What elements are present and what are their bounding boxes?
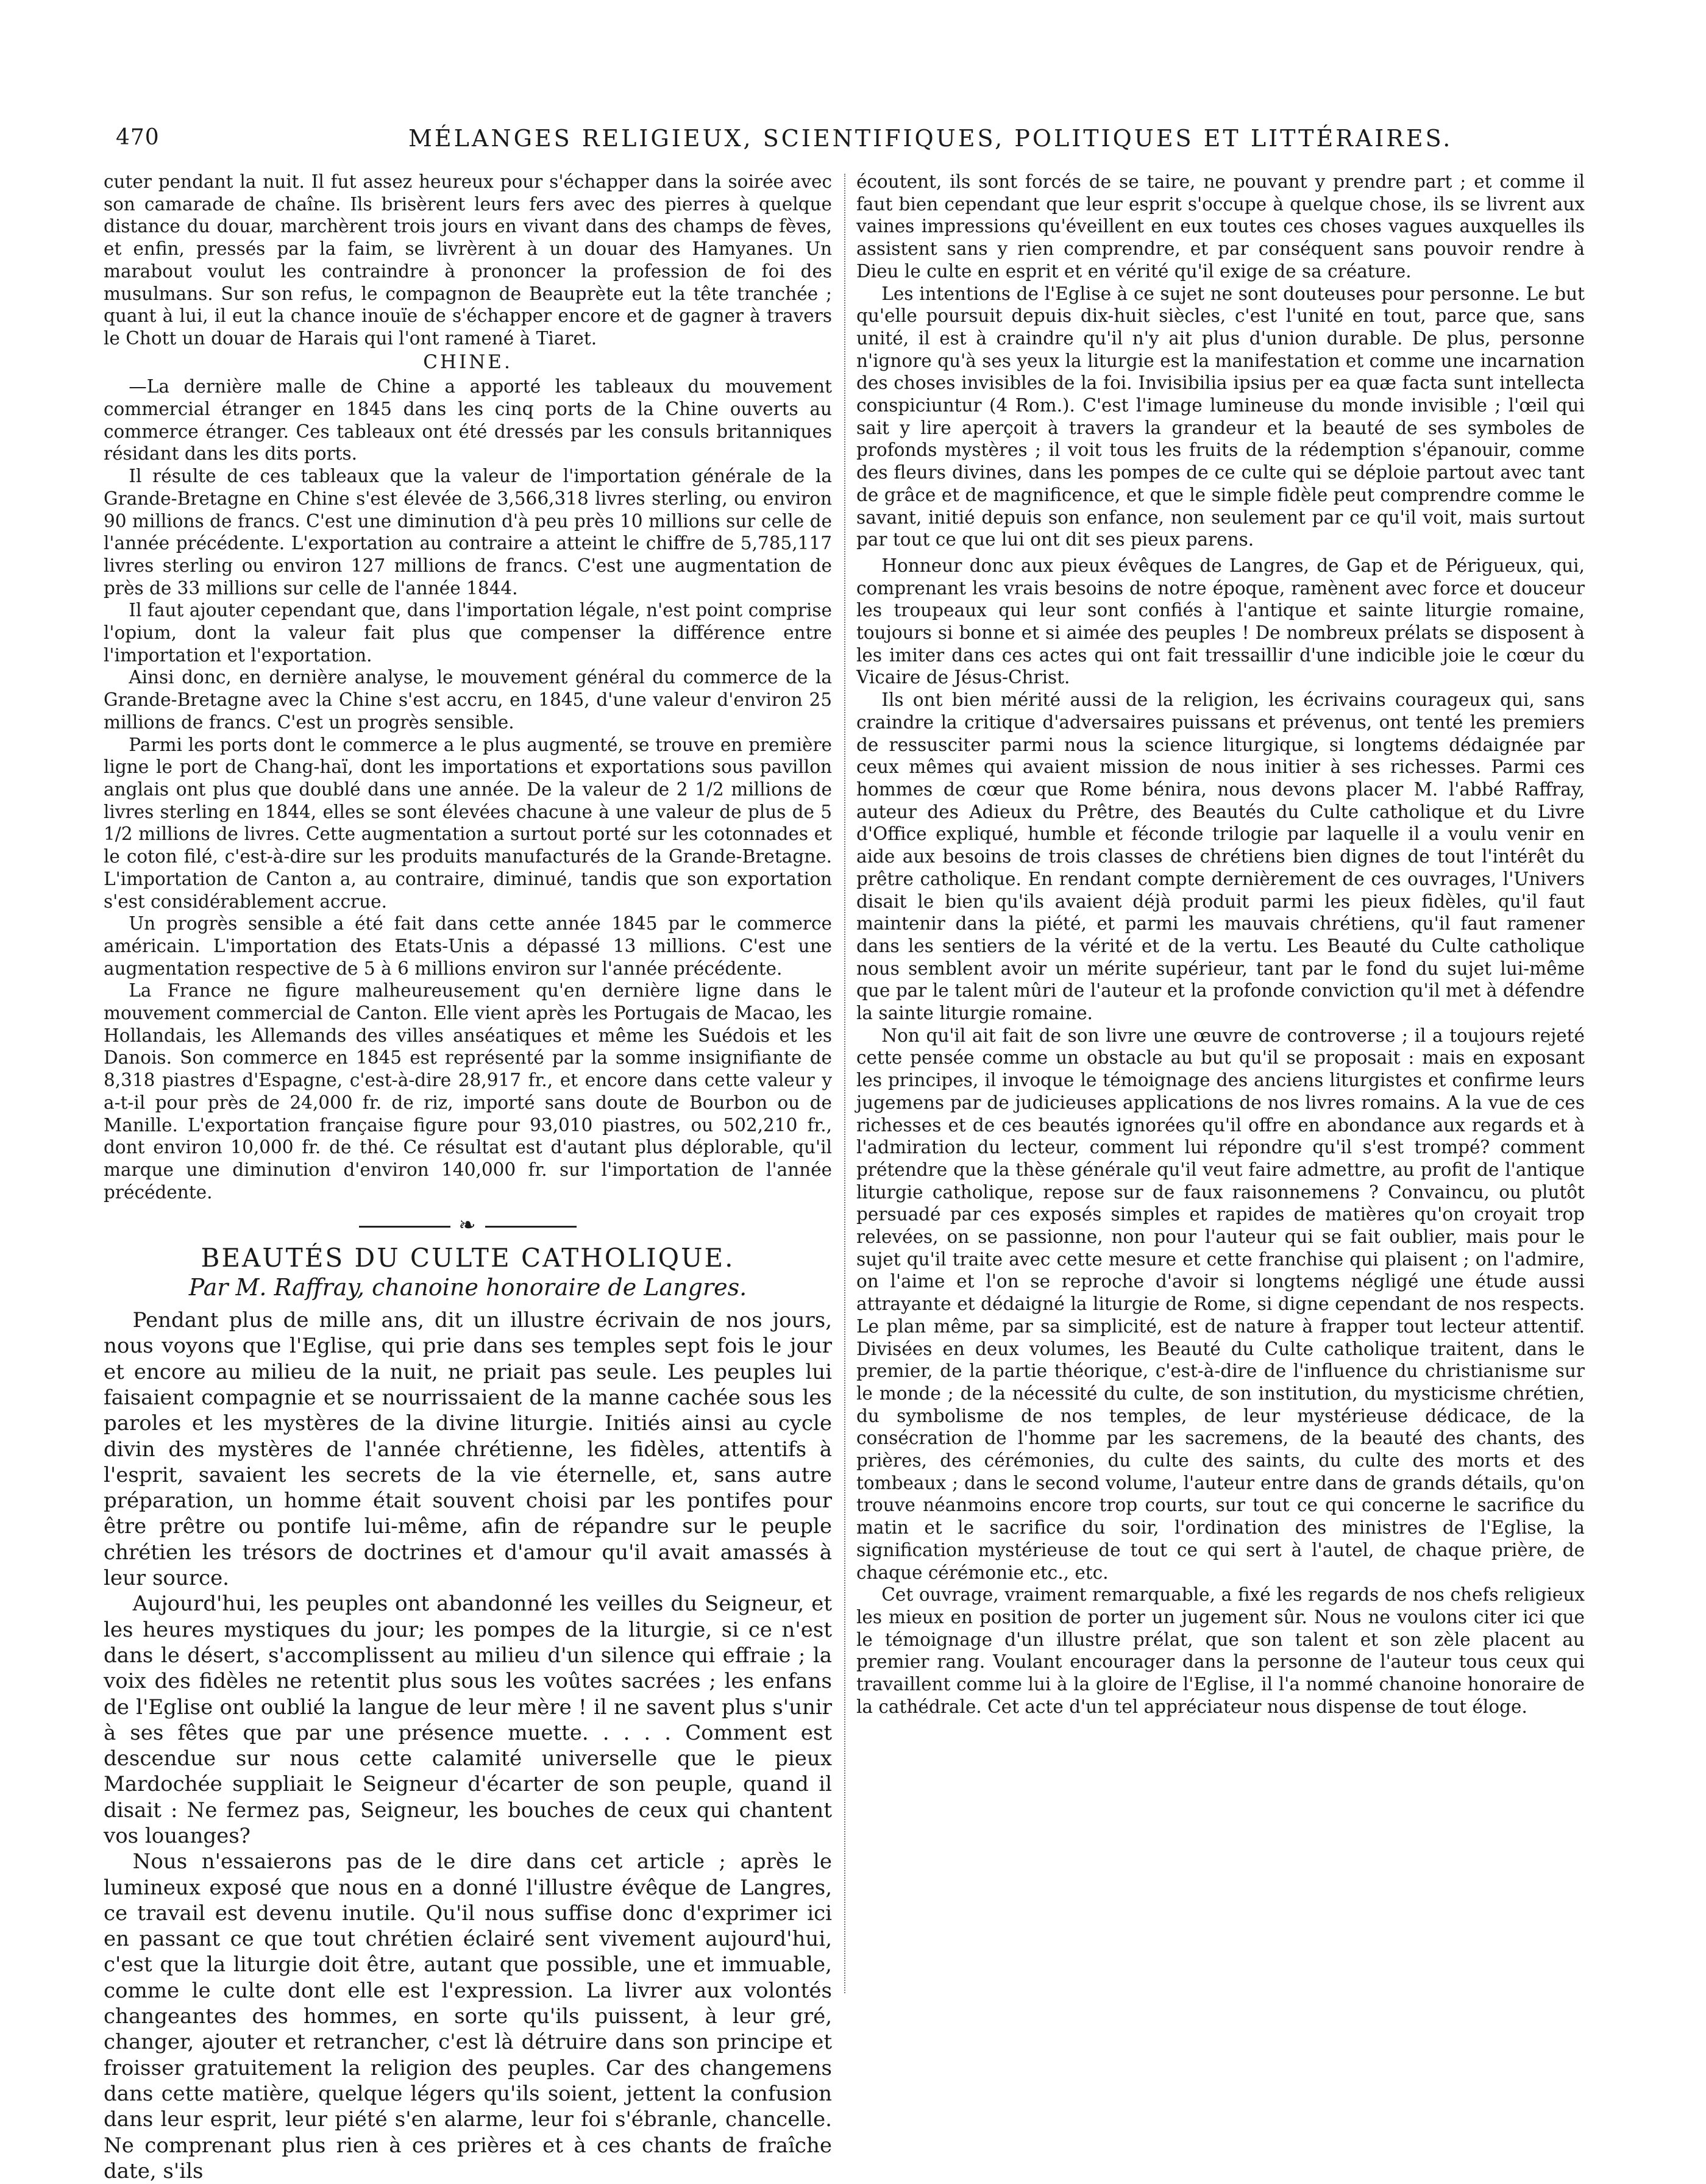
right-column bbox=[856, 171, 1585, 2054]
paragraph: Nous n'essaierons pas de le dire dans cet article ; après le lumineux exposé que nous en a donné l'illustre évêque de Langres, ce travail est devenu inutile. Qu'il nous suffise donc d'exprimer ici en passant ce que tout chrétien éclairé sent vivement aujourd'hui, c'est que la liturgie doit être, autant que possible, une et immuable, comme le culte dont elle est l'expression. La livrer aux volontés changeantes des hommes, en sorte qu'ils puissent, à leur gré, changer, ajouter et retrancher, c'est là détruire dans son principe et froisser gratuitement la religion des peuples. Car des changemens dans cette matière, quelque légers qu'ils soient, jettent la confusion dans leur esprit, leur piété s'en alarme, leur foi s'ébranle, chancelle. Ne comprenant plus rien à ces prières et à ces chants de fraîche date, s'ils bbox=[104, 1849, 832, 2183]
section-divider-ornament bbox=[104, 1214, 832, 1237]
paragraph: écoutent, ils sont forcés de se taire, ne pouvant y prendre part ; et comme il faut bien cependant que leur esprit s'occupe à quelque chose, ils se livrent aux vaines impressions qu'éveillent en eux toutes ces choses vagues auxquelles ils assistent sans y rien comprendre, et par conséquent sans pouvoir rendre à Dieu le culte en esprit et en vérité qu'il exige de sa créature. bbox=[856, 171, 1585, 282]
paragraph: Un progrès sensible a été fait dans cette année 1845 par le commerce américain. L'importation des Etats-Unis a dépassé 13 millions. C'est une augmentation respective de 5 à 6 millions environ sur l'année précédente. bbox=[104, 913, 832, 979]
paragraph: Les intentions de l'Eglise à ce sujet ne sont douteuses pour personne. Le but qu'elle poursuit depuis dix-huit siècles, c'est l'unité en tout, parce que, sans unité, il est à craindre qu'il n'y ait plus d'union durable. De plus, personne n'ignore qu'à ses yeux la liturgie est la manifestation et comme une incarnation des choses invisibles de la foi. Invisibilia ipsius per ea quæ facta sunt intellecta conspiciuntur (4 Rom.). C'est l'image lumineuse du monde invisible ; l'œil qui sait y lire aperçoit à travers la grandeur et la beauté de ses symboles de profonds mystères ; il voit tous les fruits de la rédemption s'épanouir, comme des fleurs divines, dans les pompes de ce culte qui se déploie partout avec tant de grâce et de magnificence, et que le simple fidèle peut comprendre comme le savant, initié depuis son enfance, non seulement par ce qu'il voit, mais surtout par tout ce que lui ont dit ses pieux parens. bbox=[856, 283, 1585, 550]
article-title: BEAUTÉS DU CULTE CATHOLIQUE. bbox=[201, 1243, 735, 1273]
left-column bbox=[104, 171, 832, 2183]
paragraph: Ainsi donc, en dernière analyse, le mouvement général du commerce de la Grande-Bretagne avec la Chine s'est accru, en 1845, d'une valeur d'environ 25 millions de francs. C'est un progrès sensible. bbox=[104, 667, 832, 733]
paragraph: Aujourd'hui, les peuples ont abandonné les veilles du Seigneur, et les heures mystiques du jour; les pompes de la liturgie, si ce n'est dans le désert, s'accomplissent au milieu d'un silence qui effraie ; la voix des fidèles ne retentit plus sous les voûtes sacrées ; les enfans de l'Eglise ont oublié la langue de leur mère ! il ne savent plus s'unir à ses fêtes que par une présence muette. . . . . Comment est descendue sur nous cette calamité universelle que le pieux Mardochée suppliait le Seigneur d'écarter de son peuple, quand il disait : Ne fermez pas, Seigneur, les bouches de ceux qui chantent vos louanges? bbox=[104, 1592, 832, 1848]
paragraph: Il faut ajouter cependant que, dans l'importation légale, n'est point comprise l'opium, dont la valeur fait plus que compenser la différence entre l'importation et l'exportation. bbox=[104, 600, 832, 666]
ornament-glyph: ❧ bbox=[458, 1213, 477, 1238]
running-title: MÉLANGES RELIGIEUX, SCIENTIFIQUES, POLITIQUES ET LITTÉRAIRES. bbox=[408, 125, 1453, 152]
paragraph: —La dernière malle de Chine a apporté les tableaux du mouvement commercial étranger en 1845 dans les cinq ports de la Chine ouverts au commerce étranger. Ces tableaux ont été dressés par les consuls britanniques résidant dans les dits ports. bbox=[104, 376, 832, 464]
column-divider bbox=[844, 174, 845, 1993]
paragraph: Honneur donc aux pieux évêques de Langres, de Gap et de Périgueux, qui, comprenant les vrais besoins de notre époque, ramènent avec force et douceur les troupeaux qui leur sont confiés à l'antique et sainte liturgie romaine, toujours si bonne et si aimée des peuples ! De nombreux prélats se disposent à les imiter dans ces actes qui ont fait tressaillir d'une indicible joie le cœur du Vicaire de Jésus-Christ. bbox=[856, 555, 1585, 688]
paragraph: Parmi les ports dont le commerce a le plus augmenté, se trouve en première ligne le port de Chang-haï, dont les importations et exportations sous pavillon anglais ont plus que doublé dans une année. De la valeur de 2 1/2 millions de livres sterling en 1844, elles se sont élevées chacune à une valeur de plus de 5 1/2 millions de livres. Cette augmentation a surtout porté sur les cotonnades et le coton filé, c'est-à-dire sur les produits manufacturés de la Grande-Bretagne. L'importation de Canton a, au contraire, diminué, tandis que son exportation s'est considérablement accrue. bbox=[104, 734, 832, 912]
article bbox=[104, 1243, 832, 2184]
paragraph: cuter pendant la nuit. Il fut assez heureux pour s'échapper dans la soirée avec son camarade de chaîne. Ils brisèrent leurs fers avec des pierres à quelque distance du douar, marchèrent trois jours en vivant dans des champs de fèves, et enfin, pressés par la faim, se livrèrent à un douar des Hamyanes. Un marabout voulut les contraindre à prononcer la profession de foi des musulmans. Sur son refus, le compagnon de Beauprète eut la tête tranchée ; quant à lui, il eut la chance inouïe de s'échapper encore et de gagner à travers le Chott un douar de Harais qui l'ont ramené à Tiaret. bbox=[104, 171, 832, 349]
paragraph: Non qu'il ait fait de son livre une œuvre de controverse ; il a toujours rejeté cette pensée comme un obstacle au but qu'il se proposait : mais en exposant les principes, il invoque le témoignage des anciens liturgistes et confirme leurs jugemens par de judicieuses applications de nos livres romains. A la vue de ces richesses et de ces beautés ignorées qu'il offre en abondance aux regards et à l'admiration du lecteur, comment lui répondre qu'il s'est trompé? comment prétendre que la thèse générale qu'il veut faire admettre, au profit de l'antique liturgie catholique, repose sur de faux raisonnemens ? Convaincu, ou plutôt persuadé par ces exposés simples et rapides de matières qu'on croyait trop relevées, on se passionne, non pour l'auteur qui se fait oublier, mais pour le sujet qu'il traite avec cette mesure et cette franchise qui plaisent ; on l'admire, on l'aime et l'on se reproche d'avoir si longtems négligé une étude aussi attrayante et dédaigné la liturgie de Rome, si digne cependant de nos respects. Le plan même, par sa simplicité, est de nature à frapper tout lecteur attentif. Divisées en deux volumes, les Beauté du Culte catholique traitent, dans le premier, de la partie théorique, c'est-à-dire de l'influence du christianisme sur le monde ; de la nécessité du culte, de son institution, du mysticisme chrétien, du symbolisme de nos temples, de leur mystérieuse dédicace, de la consécration de l'homme par les sacremens, de la beauté des chants, des prières, des cérémonies, du culte des saints, du culte des morts et des tombeaux ; dans le second volume, l'auteur entre dans de grands détails, qu'on trouve néanmoins encore trop courts, sur tout ce qui concerne le sacrifice du matin et le sacrifice du soir, l'ordination des ministres de l'Eglise, la signification mystérieuse de tout ce qui sert à l'autel, de chaque prière, de chaque cérémonie etc., etc. bbox=[856, 1025, 1585, 1583]
article-byline: Par M. Raffray, chanoine honoraire de Langres. bbox=[188, 1274, 747, 1301]
paragraph: Cet ouvrage, vraiment remarquable, a fixé les regards de nos chefs religieux les mieux en position de porter un jugement sûr. Nous ne voulons citer ici que le témoignage d'un illustre prélat, que son talent et son zèle placent au premier rang. Voulant encourager dans la personne de l'auteur tous ceux qui travaillent comme lui à la gloire de l'Eglise, il l'a nommé chanoine honoraire de la cathédrale. Cet acte d'un tel appréciateur nous dispense de tout éloge. bbox=[856, 1584, 1585, 1717]
page-header bbox=[116, 125, 1591, 162]
paragraph: Pendant plus de mille ans, dit un illustre écrivain de nos jours, nous voyons que l'Eglise, qui prie dans ses temples sept fois le jour et encore au milieu de la nuit, ne priait pas seule. Les peuples lui faisaient compagnie et se nourrissaient de la manne cachée sous les paroles et les mystères de la divine liturgie. Initiés ainsi au cycle divin des mystères de l'année chrétienne, les fidèles, attentifs à l'esprit, savaient les secrets de la vie éternelle, et, sans autre préparation, un homme était souvent choisi par les pontifes pour être prêtre ou pontife lui-même, afin de répandre sur le peuple chrétien les trésors de doctrines et d'amour qu'il avait amassés à leur source. bbox=[104, 1308, 832, 1591]
paragraph: Il résulte de ces tableaux que la valeur de l'importation générale de la Grande-Bretagne en Chine s'est élevée de 3,566,318 livres sterling, ou environ 90 millions de francs. C'est une diminution d'à peu près 10 millions sur celle de l'année précédente. L'exportation au contraire a atteint le chiffre de 5,785,117 livres sterling ou environ 127 millions de francs. C'est une augmentation de près de 33 millions sur celle de l'année 1844. bbox=[104, 466, 832, 599]
paragraph: Ils ont bien mérité aussi de la religion, les écrivains courageux qui, sans craindre la critique d'adversaires puissans et prévenus, ont tenté les premiers de ressusciter parmi nous la science liturgique, si longtems dédaignée par ceux mêmes qui avaient mission de nous initier à ses richesses. Parmi ces hommes de cœur que Rome bénira, nous devons placer M. l'abbé Raffray, auteur des Adieux du Prêtre, des Beautés du Culte catholique et du Livre d'Office expliqué, humble et féconde trilogie par laquelle il a voulu venir en aide aux besoins de trois classes de chrétiens bien dignes de tout l'intérêt du prêtre catholique. En rendant compte dernièrement de ces ouvrages, l'Univers disait le bien qu'ils avaient déjà produit parmi les pieux fidèles, qu'il faut maintenir dans la piété, et parmi les mauvais chrétiens, qu'il faut ramener dans les sentiers de la vérité et de la vertu. Les Beauté du Culte catholique nous semblent avoir un mérite supérieur, tant par le fond du sujet lui-même que par le talent mûri de l'auteur et la profonde conviction qu'il met à défendre la sainte liturgie romaine. bbox=[856, 689, 1585, 1024]
page-number: 470 bbox=[116, 125, 160, 150]
paragraph: La France ne figure malheureusement qu'en dernière ligne dans le mouvement commercial de Canton. Elle vient après les Portugais de Macao, les Hollandais, les Allemands des villes anséatiques et même les Suédois et les Danois. Son commerce en 1845 est représenté par la somme insignifiante de 8,318 piastres d'Espagne, c'est-à-dire 28,917 fr., et encore dans cette valeur y a-t-il pour près de 24,000 fr. de riz, importé sans doute de Bourbon ou de Manille. L'exportation française figure pour 93,010 piastres, ou 502,210 fr., dont environ 10,000 fr. de thé. Ce résultat est d'autant plus déplorable, qu'il marque une diminution d'environ 140,000 fr. sur l'importation de l'année précédente. bbox=[104, 980, 832, 1203]
section-heading-chine: CHINE. bbox=[423, 350, 513, 373]
